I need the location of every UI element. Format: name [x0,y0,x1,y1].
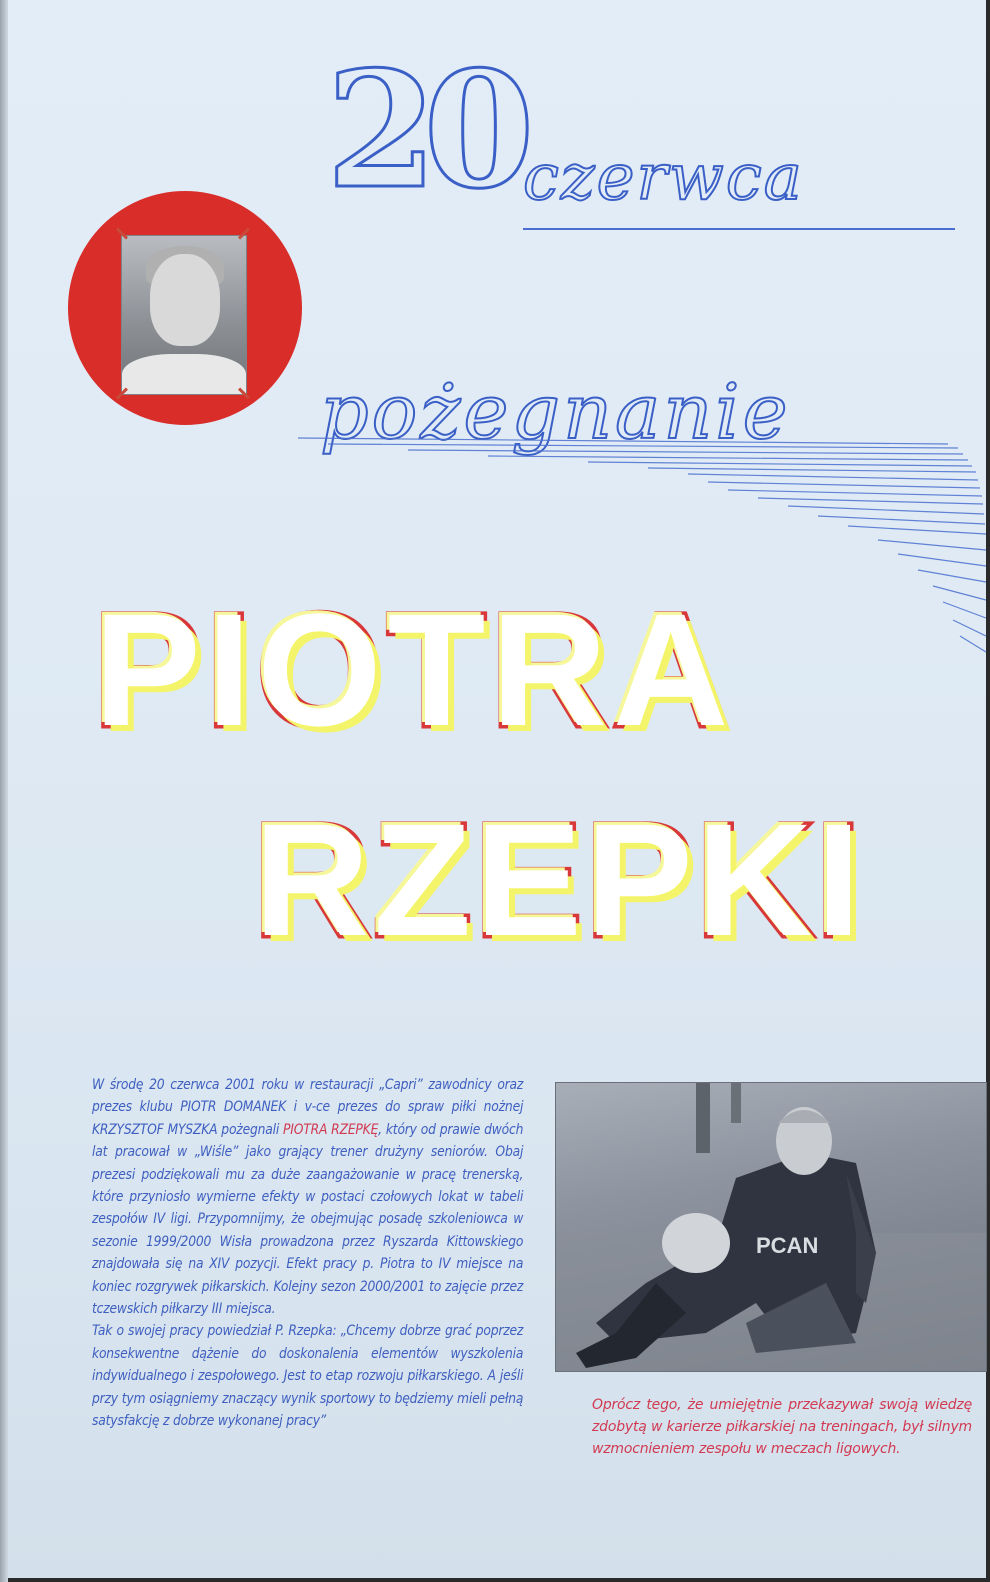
article-paragraph-2: Tak o swojej pracy powiedział P. Rzepka: „Chcemy dobrze grać poprzez konsekwentne dążenie do doskonalenia elementów wyszkolenia indywidualnego i zespołowego. Jest to etap rozwoju piłkarskiego. A jeśli przy tym osiągniemy znaczący wynik sportowy to będziemy mieli pełną satysfakcję z dobrze wykonanej pracy” [92,1323,524,1430]
player-sitting-illustration [556,1083,986,1371]
portrait-photo [121,235,247,395]
article-paragraph-1-start: W środę 20 czerwca 2001 roku w restauracji „Capri” zawodnicy oraz prezes klubu PIOTR DOMANEK i v-ce prezes do spraw piłki nożnej KRZYSZTOF MYSZKA pożegnali [92,1077,524,1138]
photo-caption: Oprócz tego, że umiejętnie przekazywał swoją wiedzę zdobytą w karierze piłkarskiej na treningach, był silnym wzmocnieniem zespołu w meczach ligowych. [592,1397,972,1457]
shirt-text: PCAN [756,1233,819,1258]
first-name-heading: PIOTRA [94,580,735,759]
header-underline [523,228,955,230]
article-text [92,1074,523,1504]
article-paragraph-1-end: , który od prawie dwóch lat pracował w „Wiśle” jako grający trener drużyny seniorów. Obaj prezesi podziękowali mu za duże zaangażowanie w pracę trenerską, które przyniosło wymierne efekty w postaci czołowych lokat w tabeli zespołów IV ligi. Przypomnijmy, że obejmując posadę szkoleniowca w sezonie 1999/2000 Wisła prowadzona przez Ryszarda Kittowskiego znajdowała się na XIV pozycji. Efekt pracy p. Piotra to IV miejsce na koniec rozgrywek piłkarskich. Kolejny sezon 2000/2001 to zajęcie przez tczewskich piłkarzy III miejsca. [92,1121,524,1318]
farewell-heading: pożegnanie [320,367,791,456]
last-name-heading: RZEPKI [254,790,865,969]
match-photo [555,1082,987,1372]
article-highlighted-name: PIOTRA RZEPKĘ [283,1121,379,1138]
date-month: czerwca [523,141,804,215]
date-number: 20 [326,36,521,224]
scrapbook-page [6,0,986,1578]
